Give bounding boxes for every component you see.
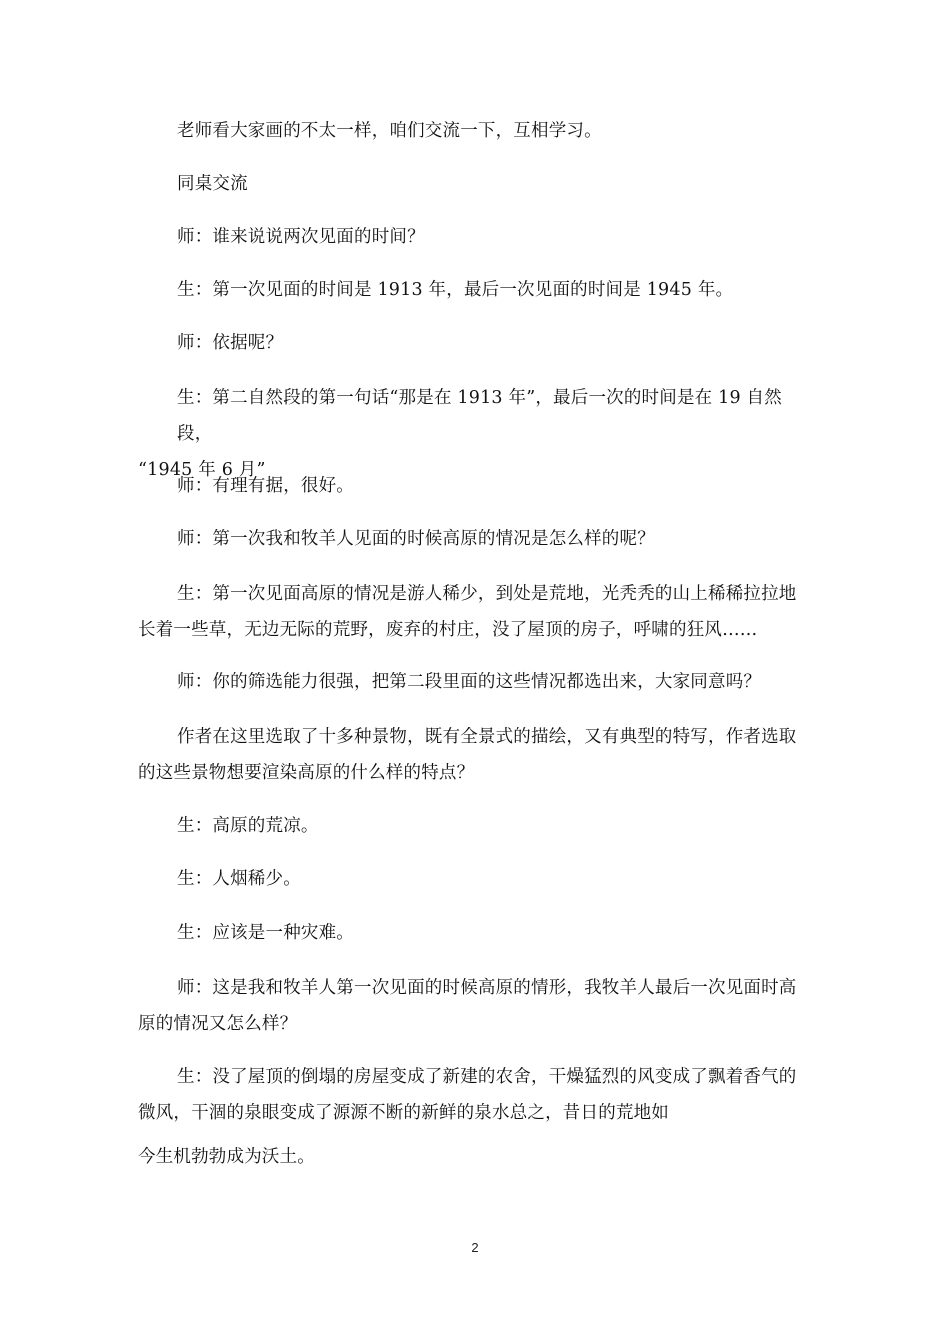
text-line: 师：第一次我和牧羊人见面的时候高原的情况是怎么样的呢？: [177, 529, 655, 549]
paragraph-4: [138, 272, 814, 308]
paragraph-10: [138, 664, 814, 700]
paragraph-12: [138, 808, 814, 844]
page-number: 2: [471, 1240, 479, 1255]
text-line: 作者在这里选取了十多种景物，既有全景式的描绘，又有典型的特写，作者选取: [177, 727, 797, 747]
text-line: 的这些景物想要渲染高原的什么样的特点？: [138, 763, 475, 783]
text-line: 师：谁来说说两次见面的时间？: [177, 227, 425, 247]
text-line: 老师看大家画的不太一样，咱们交流一下，互相学习。: [177, 121, 602, 141]
text-line: 生：应该是一种灾难。: [177, 923, 354, 943]
paragraph-9: [138, 576, 814, 648]
text-line: 生：没了屋顶的倒塌的房屋变成了新建的农舍，干燥猛烈的风变成了飘着香气的: [177, 1067, 797, 1087]
text-line: 原的情况又怎么样？: [138, 1014, 298, 1034]
paragraph-14: [138, 915, 814, 951]
paragraph-7: [138, 468, 814, 504]
paragraph-5: [138, 325, 814, 361]
text-line: 师：这是我和牧羊人第一次见面的时候高原的情形，我牧羊人最后一次见面时高: [177, 978, 797, 998]
text-line: 师：依据呢？: [177, 333, 284, 353]
paragraph-3: [138, 219, 814, 255]
text-line: 生：第一次见面高原的情况是游人稀少，到处是荒地，光秃秃的山上稀稀拉拉地: [177, 584, 797, 604]
paragraph-11: [138, 719, 814, 791]
text-line: 微风，干涸的泉眼变成了源源不断的新鲜的泉水总之，昔日的荒地如: [138, 1103, 669, 1123]
paragraph-15: [138, 970, 814, 1042]
text-line: 生：高原的荒凉。: [177, 816, 319, 836]
text-line: 长着一些草，无边无际的荒野，废弃的村庄，没了屋顶的房子，呼啸的狂风……: [138, 620, 758, 640]
text-line: “1945 年 6 月”: [138, 460, 266, 480]
text-line: 师：有理有据，很好。: [177, 476, 354, 496]
text-line: 师：你的筛选能力很强，把第二段里面的这些情况都选出来，大家同意吗？: [177, 672, 762, 692]
text-line: 同桌交流: [177, 174, 248, 194]
text-line: 生：第二自然段的第一句话“那是在 1913 年”，最后一次的时间是在 19 自然段，: [177, 388, 782, 444]
text-line: 生：人烟稀少。: [177, 869, 301, 889]
text-line: 今生机勃勃成为沃土。: [138, 1147, 315, 1167]
paragraph-1: [138, 113, 814, 149]
paragraph-13: [138, 861, 814, 897]
paragraph-16: [138, 1059, 814, 1175]
text-line: 生：第一次见面的时间是 1913 年，最后一次见面的时间是 1945 年。: [177, 280, 734, 300]
paragraph-8: [138, 521, 814, 557]
paragraph-2: [138, 166, 814, 202]
